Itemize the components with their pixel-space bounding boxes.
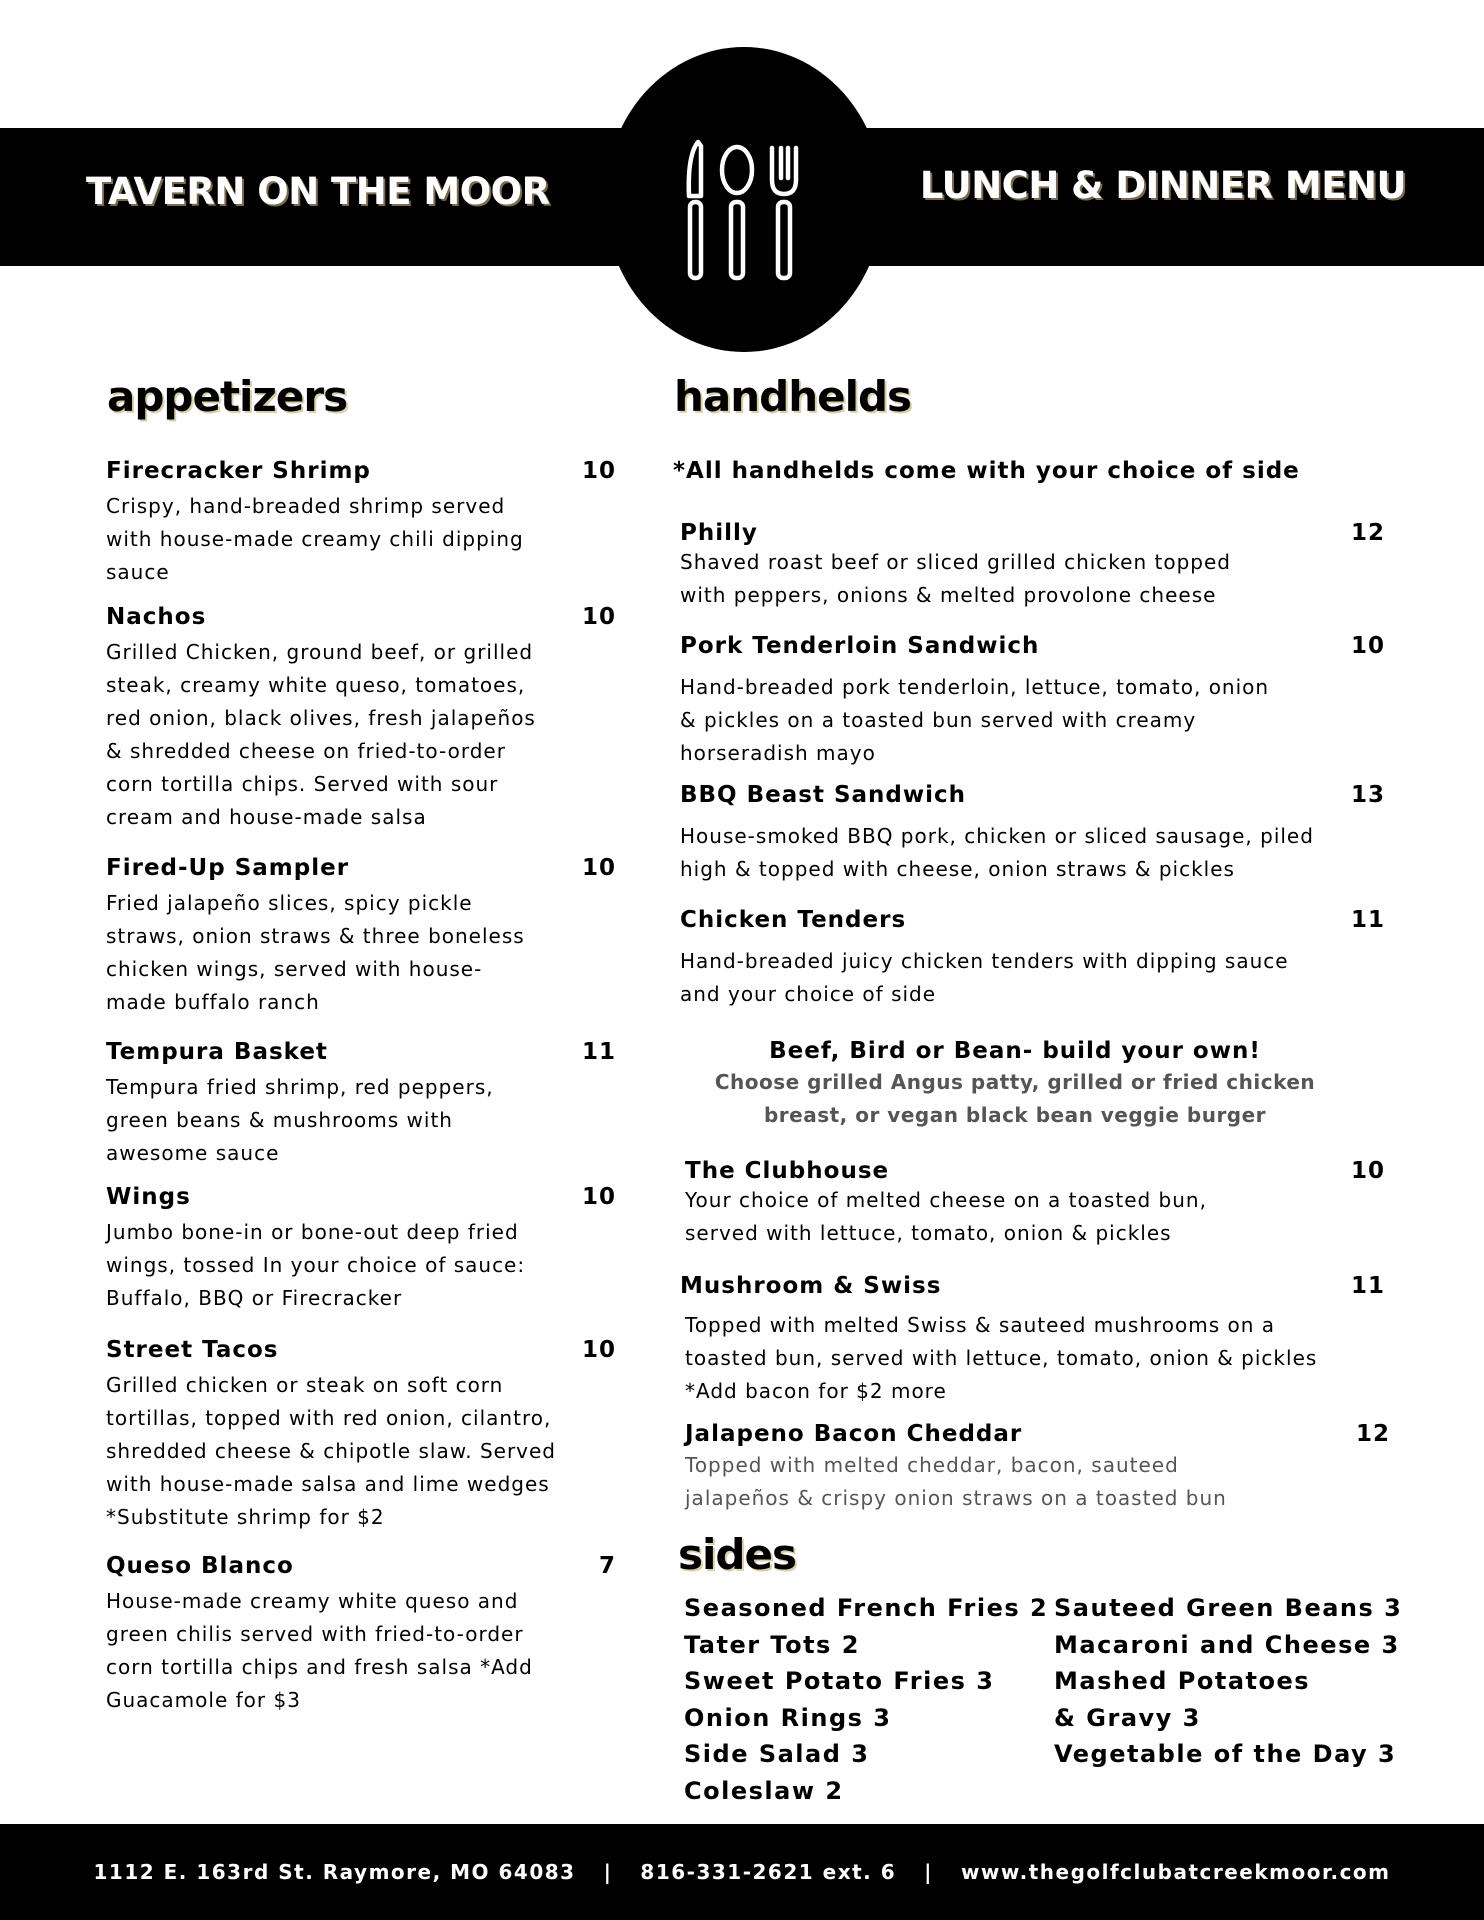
spoon-icon [722, 147, 752, 278]
fork-icon [772, 148, 796, 278]
item-price: 12 [1355, 1421, 1390, 1447]
side-item: & Gravy 3 [1054, 1703, 1201, 1732]
item-price: 13 [1350, 782, 1385, 808]
appetizers-title: appetizers [107, 372, 348, 421]
side-item: Mashed Potatoes [1054, 1667, 1311, 1695]
item-price: 11 [1350, 907, 1385, 933]
menu-item [106, 1553, 616, 1717]
side-item: Side Salad 3 [684, 1740, 870, 1768]
item-name: Queso Blanco [106, 1553, 294, 1579]
item-name: Street Tacos [106, 1337, 279, 1363]
item-description: Fried jalapeño slices, spicy pickle straws, onion straws & three boneless chicken wings, served with house-made buffalo ranch [106, 891, 525, 1014]
menu-item [106, 458, 616, 589]
item-name: The Clubhouse [685, 1158, 890, 1184]
menu-item [680, 520, 1385, 612]
item-name: Chicken Tenders [680, 907, 907, 933]
footer-address: 1112 E. 163rd St. Raymore, MO 64083 [93, 1860, 576, 1884]
item-description: Topped with melted cheddar, bacon, sauteed jalapeños & crispy onion straws on a toasted bun [685, 1453, 1227, 1510]
menu-item [106, 1337, 616, 1534]
sides-list-left [684, 1590, 1048, 1809]
footer [0, 1824, 1484, 1920]
item-name: Wings [106, 1184, 191, 1210]
menu-item [685, 1421, 1390, 1515]
item-name: BBQ Beast Sandwich [680, 782, 967, 808]
footer-separator: | [924, 1860, 933, 1884]
utensils-icon [680, 138, 820, 282]
item-description: Crispy, hand-breaded shrimp served with house-made creamy chili dipping sauce [106, 494, 524, 584]
item-description: Your choice of melted cheese on a toasted bun, served with lettuce, tomato, onion & pickles [685, 1188, 1207, 1245]
item-price: 12 [1350, 520, 1385, 546]
item-description: Hand-breaded pork tenderloin, lettuce, tomato, onion & pickles on a toasted bun served with creamy horseradish mayo [680, 675, 1270, 765]
sides-title: sides [678, 1530, 796, 1579]
item-name: Jalapeno Bacon Cheddar [685, 1421, 1023, 1447]
item-name: Philly [680, 520, 758, 546]
footer-phone[interactable]: 816-331-2621 ext. 6 [640, 1860, 897, 1884]
item-price: 10 [581, 1337, 616, 1363]
item-name: Mushroom & Swiss [680, 1273, 942, 1299]
sides-list-right [1054, 1590, 1402, 1773]
item-name: Tempura Basket [106, 1039, 328, 1065]
item-price: 10 [1350, 1158, 1385, 1184]
item-name: Pork Tenderloin Sandwich [680, 633, 1040, 659]
menu-item [685, 1158, 1385, 1250]
item-description: Jumbo bone-in or bone-out deep fried wings, tossed In your choice of sauce: Buffalo, BBQ or Firecracker [106, 1220, 526, 1310]
item-name: Fired-Up Sampler [106, 855, 350, 881]
item-description: House-smoked BBQ pork, chicken or sliced sausage, piled high & topped with cheese, onion straws & pickles [680, 824, 1314, 881]
item-description: Grilled chicken or steak on soft corn tortillas, topped with red onion, cilantro, shredded cheese & chipotle slaw. Served with house-made salsa and lime wedges *Substitute shrimp for $2 [106, 1373, 556, 1529]
menu-item [106, 1184, 616, 1315]
item-price: 11 [1350, 1273, 1385, 1299]
build-your-own-subtitle: Choose grilled Angus patty, grilled or fried chicken breast, or vegan black bean veggie burger [714, 1070, 1316, 1127]
item-description: Hand-breaded juicy chicken tenders with dipping sauce and your choice of side [680, 949, 1289, 1006]
item-description: Shaved roast beef or sliced grilled chicken topped with peppers, onions & melted provolone cheese [680, 550, 1231, 607]
build-your-own [680, 1038, 1350, 1132]
item-price: 10 [1350, 633, 1385, 659]
menu-item [106, 1039, 616, 1170]
footer-separator: | [603, 1860, 613, 1884]
knife-icon [689, 142, 701, 278]
item-price: 10 [581, 604, 616, 630]
side-item: Tater Tots 2 [684, 1630, 860, 1659]
item-price: 10 [581, 855, 616, 881]
menu-item [680, 633, 1385, 770]
item-price: 10 [581, 458, 616, 484]
item-price: 11 [581, 1039, 616, 1065]
item-name: Firecracker Shrimp [106, 458, 371, 484]
side-item: Seasoned French Fries 2 [684, 1594, 1049, 1622]
item-price: 7 [598, 1553, 616, 1579]
build-your-own-title: Beef, Bird or Bean- build your own! [769, 1038, 1261, 1064]
item-name: Nachos [106, 604, 207, 630]
menu-item [680, 1273, 1385, 1408]
side-item: Onion Rings 3 [684, 1703, 892, 1732]
side-item: Sauteed Green Beans 3 [1054, 1594, 1403, 1622]
side-item: Macaroni and Cheese 3 [1054, 1630, 1400, 1659]
item-description: Tempura fried shrimp, red peppers, green beans & mushrooms with awesome sauce [106, 1075, 494, 1165]
menu-item [106, 604, 616, 834]
item-price: 10 [581, 1184, 616, 1210]
menu-item [680, 907, 1385, 1011]
side-item: Vegetable of the Day 3 [1054, 1740, 1397, 1768]
footer-website-link[interactable]: www.thegolfclubatcreekmoor.com [960, 1860, 1391, 1884]
item-description: Topped with melted Swiss & sauteed mushrooms on a toasted bun, served with lettuce, tomato, onion & pickles *Add bacon for $2 more [685, 1313, 1318, 1403]
side-item: Coleslaw 2 [684, 1776, 844, 1805]
item-description: Grilled Chicken, ground beef, or grilled steak, creamy white queso, tomatoes, red onion, black olives, fresh jalapeños & shredded cheese on fried-to-order corn tortilla chips. Served with sour cream and house-made salsa [106, 640, 536, 829]
menu-item [680, 782, 1385, 886]
item-description: House-made creamy white queso and green chilis served with fried-to-order corn tortilla chips and fresh salsa *Add Guacamole for $3 [106, 1589, 533, 1712]
handhelds-note: *All handhelds come with your choice of side [673, 458, 1300, 484]
handhelds-title: handhelds [674, 372, 912, 421]
menu-item [106, 855, 616, 1019]
restaurant-name: TAVERN ON THE MOOR [86, 170, 550, 213]
side-item: Sweet Potato Fries 3 [684, 1667, 995, 1695]
menu-title: LUNCH & DINNER MENU [919, 164, 1406, 207]
